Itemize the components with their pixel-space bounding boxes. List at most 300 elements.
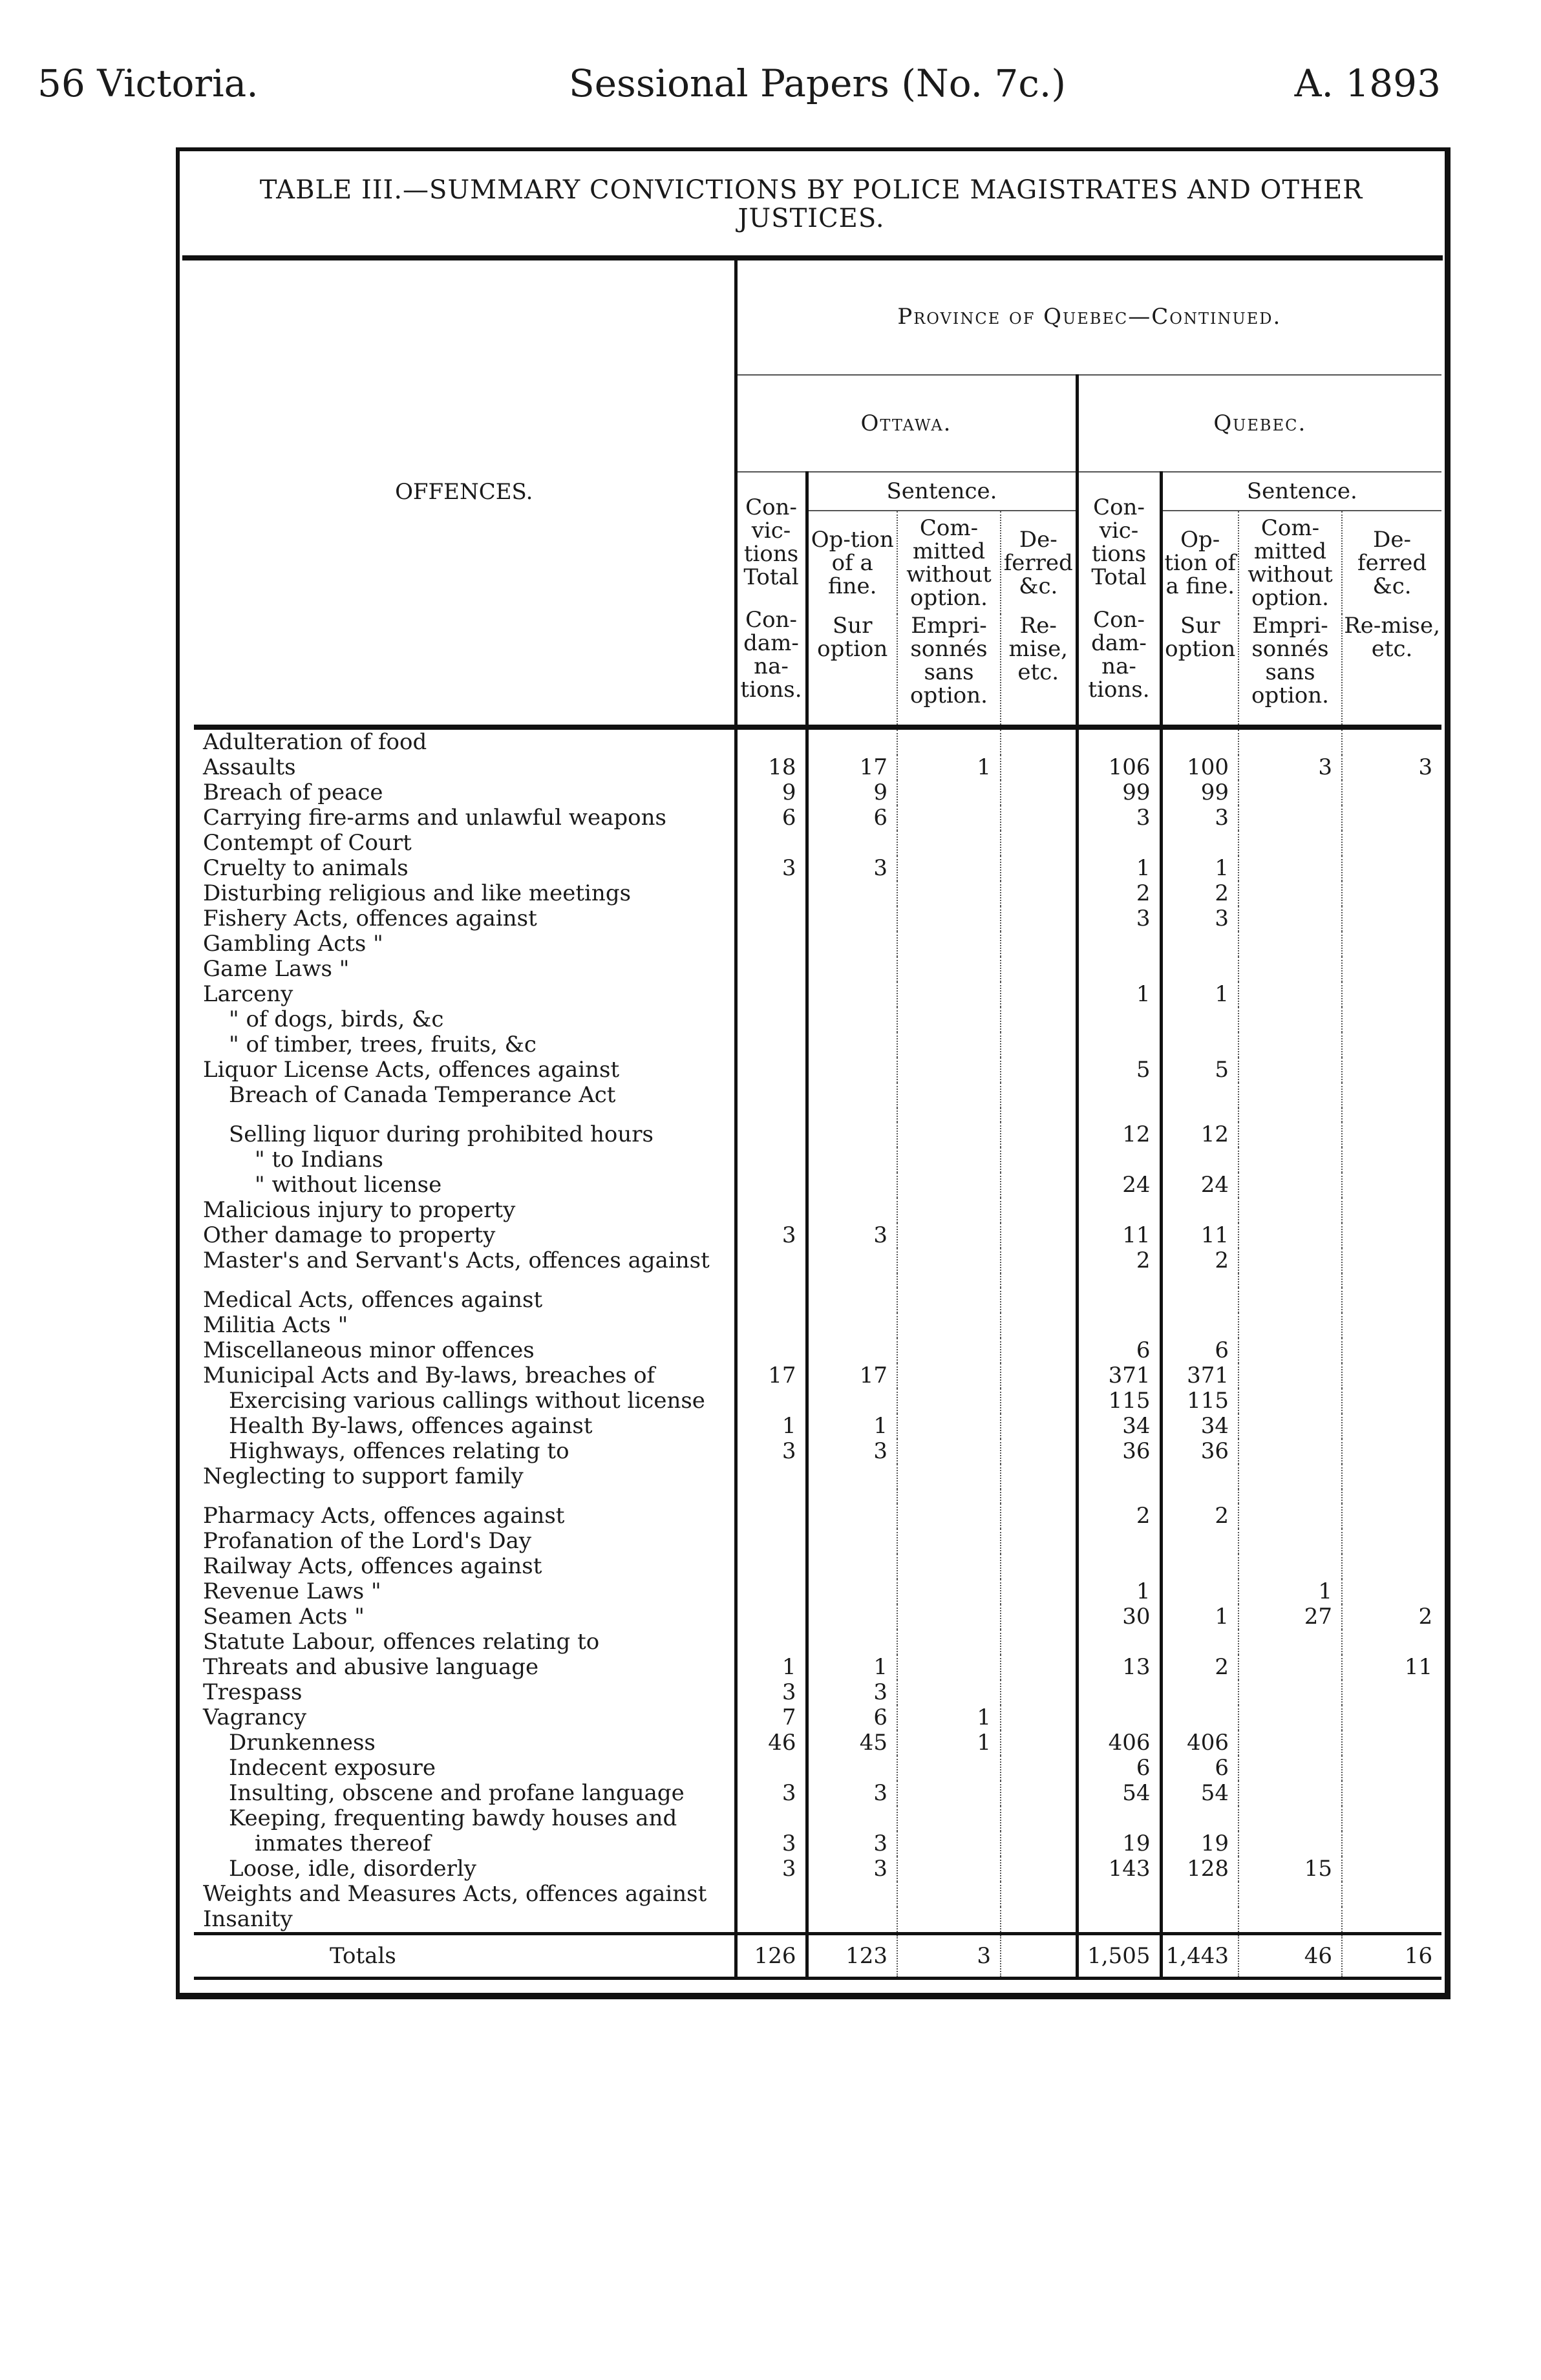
cell-value [807, 957, 897, 982]
cell-value [1342, 1439, 1441, 1464]
table-row [194, 1630, 1441, 1655]
cell-value [1342, 931, 1441, 957]
cell-value [1077, 1108, 1161, 1122]
cell-value [1238, 906, 1342, 931]
offence-text: Breach of Canada Temperance Act [229, 1083, 616, 1108]
offence-name [194, 1147, 736, 1173]
cell-value [897, 1604, 1001, 1630]
cell-value [897, 1464, 1001, 1489]
cell-value: 54 [1161, 1781, 1238, 1806]
offence-text: " without license [255, 1173, 442, 1198]
cell-value: 115 [1077, 1388, 1161, 1414]
offence-name [194, 1057, 736, 1083]
cell-value [736, 1388, 807, 1414]
cell-value [897, 1122, 1001, 1147]
offence-name [194, 727, 736, 755]
cell-value: 1 [1077, 1579, 1161, 1604]
page-header-left: 56 Victoria. [37, 61, 259, 105]
cell-value [736, 1198, 807, 1223]
cell-value [1077, 1273, 1161, 1288]
cell-value [897, 1529, 1001, 1554]
offence-text: Railway Acts, offences against [203, 1554, 542, 1579]
cell-value [1001, 931, 1077, 957]
offence-text: Municipal Acts and By-laws, breaches of [203, 1363, 655, 1388]
cell-value [897, 1630, 1001, 1655]
cell-value [1342, 856, 1441, 881]
cell-value: 6 [1161, 1756, 1238, 1781]
col-total-label-fr: Con-dam-na-tions. [740, 607, 802, 703]
offence-name [194, 1680, 736, 1705]
cell-value: 100 [1161, 755, 1238, 780]
cell-value [1342, 1363, 1441, 1388]
cell-value [1238, 831, 1342, 856]
offence-text: Trespass [203, 1680, 303, 1705]
cell-value [807, 1529, 897, 1554]
cell-value [897, 1439, 1001, 1464]
cell-value [1161, 931, 1238, 957]
cell-value [807, 1108, 897, 1122]
offence-name [194, 831, 736, 856]
cell-value [1001, 906, 1077, 931]
cell-value [897, 931, 1001, 957]
cell-value [1238, 1464, 1342, 1489]
cell-value [736, 1288, 807, 1313]
cell-value [736, 1108, 807, 1122]
cell-value [1238, 1414, 1342, 1439]
cell-value [1001, 1680, 1077, 1705]
offence-text: Carrying fire-arms and unlawful weapons [203, 805, 666, 831]
offence-name [194, 1705, 736, 1730]
cell-value [1161, 1529, 1238, 1554]
cell-value: 5 [1077, 1057, 1161, 1083]
offence-text: Assaults [203, 755, 296, 780]
cell-value: 11 [1342, 1655, 1441, 1680]
offence-name [194, 1806, 736, 1831]
cell-value [1001, 1288, 1077, 1313]
cell-value: 3 [736, 1439, 807, 1464]
table-row [194, 755, 1441, 780]
cell-value [897, 982, 1001, 1007]
cell-value [1238, 1363, 1342, 1388]
cell-value [1342, 1083, 1441, 1108]
cell-value [1238, 1083, 1342, 1108]
cell-value [1001, 982, 1077, 1007]
cell-value: 12 [1077, 1122, 1161, 1147]
cell-value [1077, 1705, 1161, 1730]
cell-value [736, 1032, 807, 1057]
cell-value [897, 1579, 1001, 1604]
cell-value [897, 881, 1001, 906]
cell-value [1238, 1489, 1342, 1503]
cell-value: 3 [807, 1781, 897, 1806]
cell-value [1238, 1554, 1342, 1579]
cell-value [736, 1579, 807, 1604]
cell-value: 2 [1161, 1248, 1238, 1273]
cell-value: 3 [1077, 805, 1161, 831]
table-row [194, 1781, 1441, 1806]
cell-value [1238, 1313, 1342, 1338]
offence-text: Disturbing religious and like meetings [203, 881, 632, 906]
cell-value [1238, 1108, 1342, 1122]
cell-value [1001, 1730, 1077, 1756]
cell-value [1161, 1907, 1238, 1934]
offence-text: Medical Acts, offences against [203, 1288, 543, 1313]
cell-value [807, 1007, 897, 1032]
cell-value [1077, 1630, 1161, 1655]
cell-value: 7 [736, 1705, 807, 1730]
cell-value [897, 1489, 1001, 1503]
offence-text: Breach of peace [203, 780, 383, 805]
cell-value [1001, 881, 1077, 906]
cell-value [1238, 1007, 1342, 1032]
cell-value: 126 [736, 1934, 807, 1979]
cell-value [1238, 1882, 1342, 1907]
cell-value: 34 [1161, 1414, 1238, 1439]
table-row [194, 1223, 1441, 1248]
offence-name [194, 1489, 736, 1503]
cell-value [1001, 1273, 1077, 1288]
cell-value: 11 [1077, 1223, 1161, 1248]
cell-value [1001, 1439, 1077, 1464]
offence-name [194, 1856, 736, 1882]
cell-value: 15 [1238, 1856, 1342, 1882]
cell-value: 1 [897, 1730, 1001, 1756]
table-row [194, 727, 1441, 755]
cell-value [1238, 1781, 1342, 1806]
col-committed-quebec: Com-mitted without option. [1238, 511, 1342, 614]
cell-value [736, 1057, 807, 1083]
offence-text: Exercising various callings without license [229, 1388, 705, 1414]
cell-value [1342, 1147, 1441, 1173]
cell-value [736, 1313, 807, 1338]
cell-value: 1 [1077, 856, 1161, 881]
cell-value: 16 [1342, 1934, 1441, 1979]
table-row [194, 1248, 1441, 1273]
page-header-center: Sessional Papers (No. 7c.) [569, 61, 1066, 105]
table-row [194, 831, 1441, 856]
offence-text: Drunkenness [229, 1730, 376, 1756]
table-row [194, 1147, 1441, 1173]
cell-value: 30 [1077, 1604, 1161, 1630]
offence-name [194, 1781, 736, 1806]
cell-value [897, 805, 1001, 831]
table-row [194, 957, 1441, 982]
offence-name [194, 1529, 736, 1554]
cell-value [1001, 1007, 1077, 1032]
offence-text: Weights and Measures Acts, offences against [203, 1882, 707, 1907]
cell-value [1001, 1414, 1077, 1439]
cell-value [1238, 1388, 1342, 1414]
cell-value: 5 [1161, 1057, 1238, 1083]
col-committed-fr-quebec: Empri-sonnés sans option. [1238, 614, 1342, 727]
cell-value [807, 1604, 897, 1630]
cell-value [1001, 1313, 1077, 1338]
table-row [194, 1554, 1441, 1579]
cell-value [1001, 1173, 1077, 1198]
cell-value [1342, 1529, 1441, 1554]
offence-name [194, 1882, 736, 1907]
offence-text: Highways, offences relating to [229, 1439, 569, 1464]
cell-value [807, 1907, 897, 1934]
offence-name [194, 1730, 736, 1756]
cell-value: 99 [1077, 780, 1161, 805]
cell-value [897, 1414, 1001, 1439]
cell-value [807, 1083, 897, 1108]
cell-value [1001, 1630, 1077, 1655]
offence-name [194, 1554, 736, 1579]
cell-value [897, 1083, 1001, 1108]
cell-value [807, 831, 897, 856]
col-total-label: Con-vic-tions Total [743, 494, 799, 590]
table-row [194, 1363, 1441, 1388]
cell-value [1001, 780, 1077, 805]
table-row [194, 1108, 1441, 1122]
offence-name [194, 1388, 736, 1414]
cell-value [1342, 1338, 1441, 1363]
cell-value [1342, 780, 1441, 805]
cell-value: 2 [1161, 881, 1238, 906]
offence-text: Miscellaneous minor offences [203, 1338, 535, 1363]
cell-value: 1 [897, 755, 1001, 780]
cell-value [1342, 727, 1441, 755]
cell-value [1238, 1831, 1342, 1856]
cell-value [807, 1882, 897, 1907]
cell-value: 46 [1238, 1934, 1342, 1979]
offence-text: Adulteration of food [203, 729, 427, 755]
cell-value: 3 [736, 856, 807, 881]
offence-text: " of dogs, birds, &c [229, 1007, 444, 1032]
table-row [194, 1122, 1441, 1147]
col-total-label-fr: Con-dam-na-tions. [1088, 607, 1150, 703]
cell-value [1161, 1007, 1238, 1032]
cell-value [1001, 805, 1077, 831]
cell-value: 9 [807, 780, 897, 805]
table-row [194, 805, 1441, 831]
cell-value [736, 1503, 807, 1529]
cell-value: 3 [897, 1934, 1001, 1979]
cell-value: 3 [807, 1439, 897, 1464]
table-row [194, 1655, 1441, 1680]
table-row [194, 780, 1441, 805]
cell-value: 128 [1161, 1856, 1238, 1882]
cell-value [897, 906, 1001, 931]
table-row [194, 1173, 1441, 1198]
cell-value [1238, 1503, 1342, 1529]
cell-value [1238, 982, 1342, 1007]
offence-text: " to Indians [255, 1147, 383, 1173]
totals-row [194, 1934, 1441, 1979]
cell-value [736, 1338, 807, 1363]
offence-name [194, 1198, 736, 1223]
cell-value [1342, 982, 1441, 1007]
cell-value [807, 1388, 897, 1414]
cell-value: 115 [1161, 1388, 1238, 1414]
cell-value [1342, 1856, 1441, 1882]
cell-value [897, 1147, 1001, 1173]
offence-name [194, 1122, 736, 1147]
cell-value [807, 1464, 897, 1489]
cell-value [1077, 1489, 1161, 1503]
cell-value [1001, 1083, 1077, 1108]
cell-value [1077, 1554, 1161, 1579]
cell-value [807, 1489, 897, 1503]
cell-value [897, 1108, 1001, 1122]
table-row [194, 1907, 1441, 1934]
cell-value [807, 1554, 897, 1579]
offence-text: Totals [330, 1942, 396, 1969]
cell-value [807, 1338, 897, 1363]
cell-value [897, 1388, 1001, 1414]
cell-value [736, 1147, 807, 1173]
offence-text: Contempt of Court [203, 831, 412, 856]
cell-value [897, 1856, 1001, 1882]
table-title: TABLE III.—SUMMARY CONVICTIONS BY POLICE MAGISTRATES AND OTHER JUSTICES. [259, 175, 1363, 233]
cell-value [736, 1529, 807, 1554]
cell-value [1342, 957, 1441, 982]
cell-value [1001, 1464, 1077, 1489]
cell-value: 17 [807, 1363, 897, 1388]
cell-value [1342, 881, 1441, 906]
cell-value [897, 957, 1001, 982]
cell-value [1001, 1338, 1077, 1363]
cell-value [1001, 1529, 1077, 1554]
cell-value [1238, 1806, 1342, 1831]
col-total-label: Con-vic-tions Total [1091, 494, 1147, 590]
cell-value [1161, 1680, 1238, 1705]
cell-value: 36 [1077, 1439, 1161, 1464]
cell-value [1342, 1730, 1441, 1756]
offence-name [194, 1655, 736, 1680]
offence-text: Health By-laws, offences against [229, 1414, 593, 1439]
offence-text: Fishery Acts, offences against [203, 906, 537, 931]
cell-value [1001, 1781, 1077, 1806]
cell-value [1342, 1554, 1441, 1579]
cell-value [1077, 1083, 1161, 1108]
cell-value [807, 1756, 897, 1781]
cell-value: 371 [1077, 1363, 1161, 1388]
offence-text: Selling liquor during prohibited hours [229, 1122, 654, 1147]
cell-value [736, 1806, 807, 1831]
cell-value [1238, 1223, 1342, 1248]
district-quebec: Quebec. [1077, 375, 1441, 472]
table-row [194, 1831, 1441, 1856]
cell-value [1077, 931, 1161, 957]
cell-value [897, 1338, 1001, 1363]
cell-value [1077, 831, 1161, 856]
cell-value [1001, 727, 1077, 755]
cell-value: 2 [1077, 881, 1161, 906]
offence-text: Indecent exposure [229, 1756, 436, 1781]
cell-value: 18 [736, 755, 807, 780]
cell-value [1238, 1655, 1342, 1680]
cell-value: 19 [1161, 1831, 1238, 1856]
col-deferred-fr-ottawa: Re-mise, etc. [1001, 614, 1077, 727]
table-row [194, 1806, 1441, 1831]
offence-text: Other damage to property [203, 1223, 496, 1248]
cell-value [1001, 1907, 1077, 1934]
offence-name [194, 881, 736, 906]
cell-value [897, 1248, 1001, 1273]
cell-value: 6 [1161, 1338, 1238, 1363]
cell-value [1238, 1705, 1342, 1730]
cell-value [1077, 1007, 1161, 1032]
offence-text: Liquor License Acts, offences against [203, 1057, 620, 1083]
offence-name [194, 755, 736, 780]
cell-value [1001, 831, 1077, 856]
cell-value [1238, 957, 1342, 982]
cell-value: 6 [1077, 1338, 1161, 1363]
cell-value [807, 1288, 897, 1313]
cell-value [1077, 1907, 1161, 1934]
cell-value [1342, 1032, 1441, 1057]
cell-value [736, 1907, 807, 1934]
cell-value [736, 1007, 807, 1032]
table-row [194, 1388, 1441, 1414]
cell-value [1001, 856, 1077, 881]
cell-value [1161, 1108, 1238, 1122]
cell-value [736, 1083, 807, 1108]
offence-name [194, 1007, 736, 1032]
cell-value [736, 931, 807, 957]
cell-value [1342, 831, 1441, 856]
cell-value [1342, 1108, 1441, 1122]
cell-value [897, 1907, 1001, 1934]
cell-value: 17 [736, 1363, 807, 1388]
offence-text: Gambling Acts " [203, 931, 383, 957]
cell-value [897, 1313, 1001, 1338]
cell-value: 27 [1238, 1604, 1342, 1630]
cell-value [1238, 1680, 1342, 1705]
cell-value [1342, 805, 1441, 831]
offence-text: Game Laws " [203, 957, 350, 982]
cell-value: 2 [1077, 1248, 1161, 1273]
cell-value [1161, 957, 1238, 982]
cell-value: 143 [1077, 1856, 1161, 1882]
cell-value [807, 1248, 897, 1273]
cell-value [897, 1198, 1001, 1223]
cell-value [1077, 1806, 1161, 1831]
cell-value [897, 1781, 1001, 1806]
table-row [194, 1705, 1441, 1730]
offence-name [194, 1248, 736, 1273]
cell-value: 1 [807, 1414, 897, 1439]
cell-value [1238, 1529, 1342, 1554]
cell-value [1342, 1273, 1441, 1288]
cell-value [1161, 1288, 1238, 1313]
cell-value [1001, 1108, 1077, 1122]
cell-value [1001, 1363, 1077, 1388]
cell-value [897, 1007, 1001, 1032]
cell-value [736, 1173, 807, 1198]
cell-value [897, 1554, 1001, 1579]
cell-value: 3 [807, 856, 897, 881]
cell-value [1077, 1032, 1161, 1057]
cell-value [1077, 1313, 1161, 1338]
cell-value [807, 1198, 897, 1223]
cell-value [736, 881, 807, 906]
cell-value [897, 780, 1001, 805]
cell-value [1238, 727, 1342, 755]
cell-value [1342, 1907, 1441, 1934]
cell-value [1077, 1882, 1161, 1907]
cell-value [1077, 1198, 1161, 1223]
cell-value: 6 [1077, 1756, 1161, 1781]
convictions-table [194, 259, 1441, 1980]
cell-value [1077, 1464, 1161, 1489]
cell-value [807, 1147, 897, 1173]
cell-value [1001, 1057, 1077, 1083]
cell-value [1342, 1313, 1441, 1338]
